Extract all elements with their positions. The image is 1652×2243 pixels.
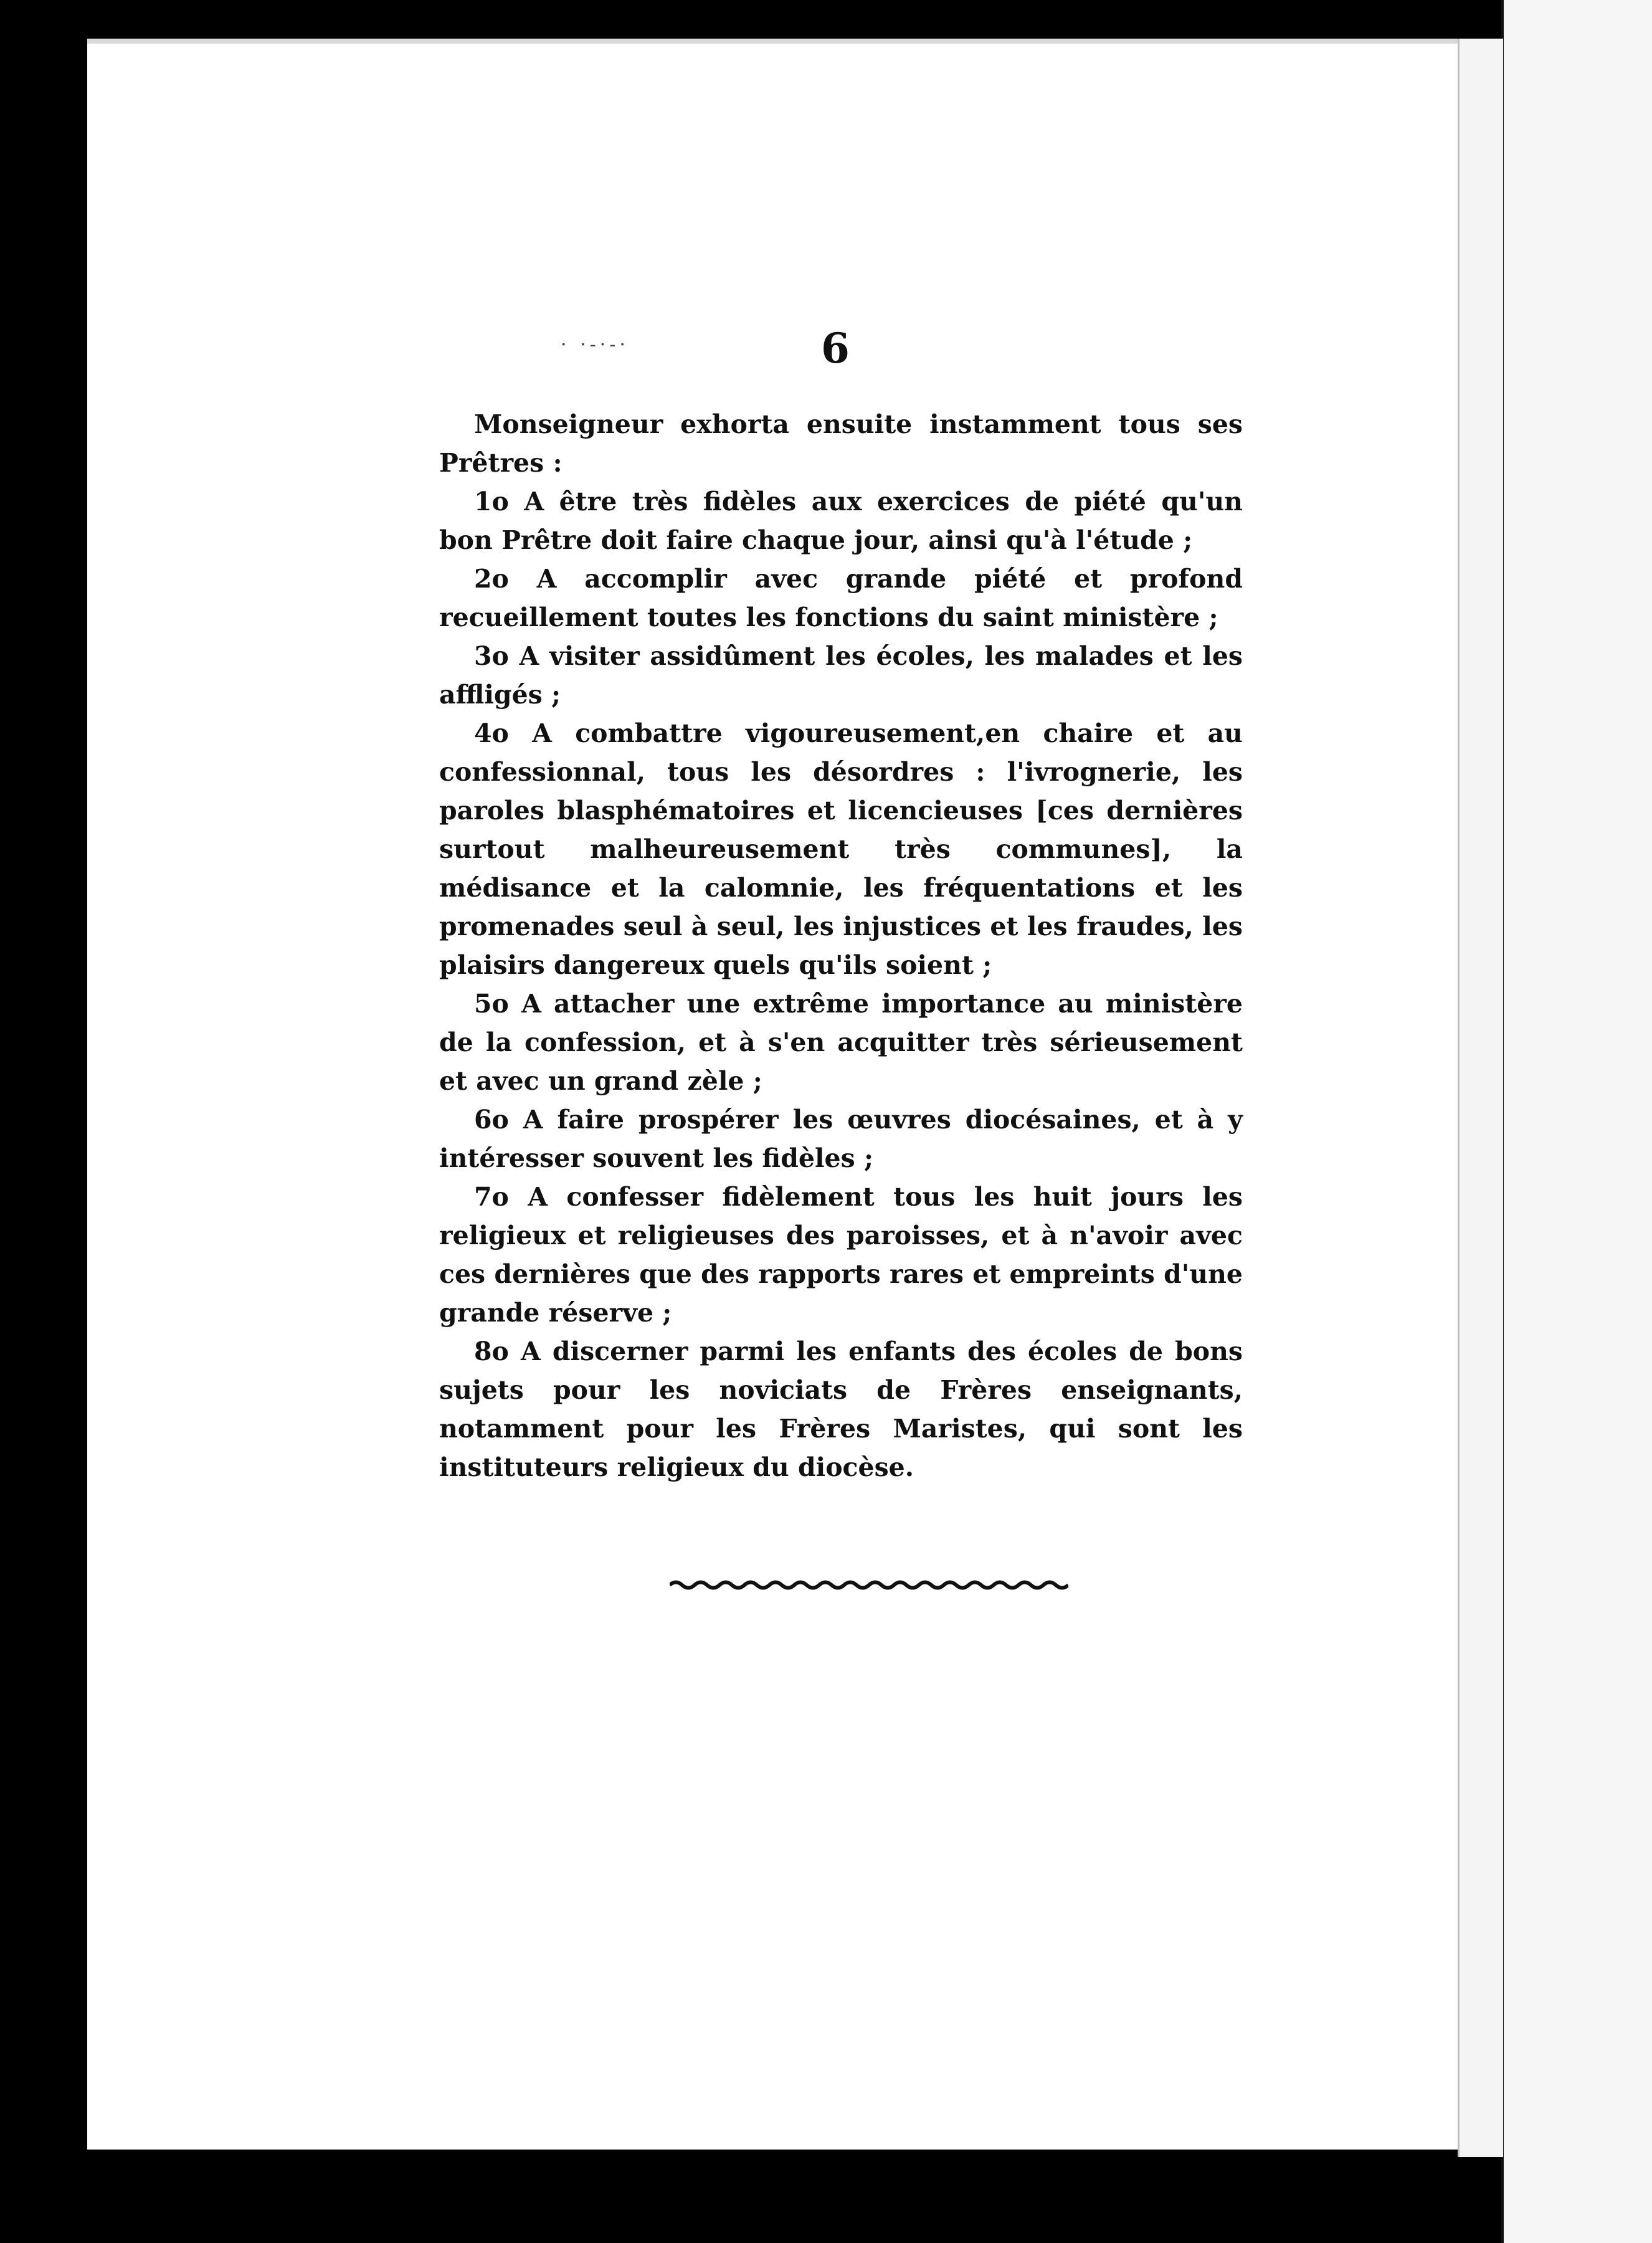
page-number: 6 xyxy=(821,324,850,373)
paragraph-item-2: 2o A accomplir avec grande piété et profond recueillement toutes les fonctions du saint ministère ; xyxy=(439,564,1243,632)
page-fold-edge xyxy=(1458,39,1503,2157)
paragraph-item-8: 8o A discerner parmi les enfants des écoles de bons sujets pour les noviciats de Frères enseignants, notamment pour les Frères Maristes, qui sont les instituteurs religieux du diocèse. xyxy=(439,1336,1243,1482)
paragraph-item-1: 1o A être très fidèles aux exercices de piété qu'un bon Prêtre doit faire chaque jour, ainsi qu'à l'étude ; xyxy=(439,487,1243,555)
paragraph-item-3: 3o A visiter assidûment les écoles, les malades et les affligés ; xyxy=(439,641,1243,710)
paragraph-item-5: 5o A attacher une extrême importance au ministère de la confession, et à s'en acquitter très sérieusement et avec un grand zèle ; xyxy=(439,989,1243,1096)
header-ornament: · ·-·-· xyxy=(561,334,629,356)
body-text xyxy=(439,405,1243,1487)
paragraph-item-7: 7o A confesser fidèlement tous les huit jours les religieux et religieuses des paroisses, et à n'avoir avec ces dernières que des rapports rares et empreints d'une grande réserve ; xyxy=(439,1182,1243,1328)
wavy-divider xyxy=(670,1579,1068,1591)
paragraph-item-4: 4o A combattre vigoureusement,en chaire et au confessionnal, tous les désordres : l'ivrognerie, les paroles blasphématoires et licencieuses [ces dernières surtout malheureusement très communes], la médisance et la calomnie, les fréquentations et les promenades seul à seul, les injustices et les fraudes, les plaisirs dangereux quels qu'ils soient ; xyxy=(439,718,1243,980)
paragraph-item-6: 6o A faire prospérer les œuvres diocésaines, et à y intéresser souvent les fidèles ; xyxy=(439,1105,1243,1173)
scanner-margin xyxy=(1501,0,1652,2243)
paragraph-intro: Monseigneur exhorta ensuite instamment tous ses Prêtres : xyxy=(439,409,1243,478)
